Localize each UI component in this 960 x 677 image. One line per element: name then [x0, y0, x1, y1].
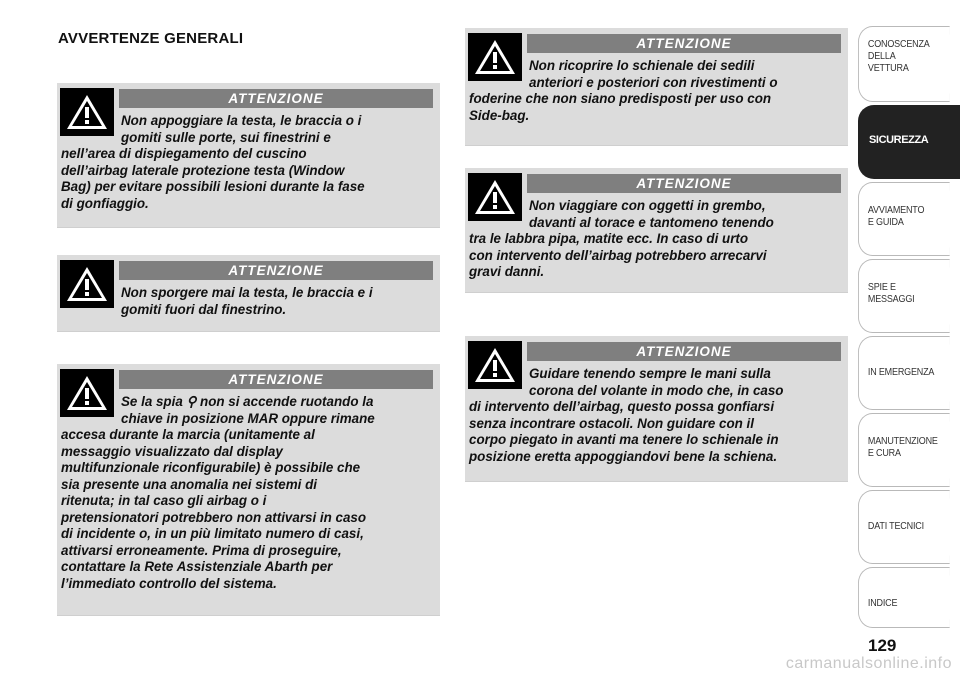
warning-text — [61, 113, 434, 212]
nav-tab-label: INDICE — [867, 598, 898, 609]
nav-tab-conoscenza-vettura[interactable] — [858, 26, 950, 102]
nav-tab-manutenzione-cura[interactable] — [858, 413, 950, 487]
nav-tab-label: E GUIDA — [867, 217, 904, 228]
warning-text — [469, 58, 842, 124]
warning-text-line: anteriori e posteriori con rivestimenti o — [529, 74, 778, 90]
nav-tab-dati-tecnici[interactable] — [858, 490, 950, 564]
page-number: 129 — [868, 636, 897, 655]
nav-tab-label: IN EMERGENZA — [867, 367, 935, 378]
warning-text-line: davanti al torace e tantomeno tenendo — [529, 214, 774, 230]
nav-tab-spie-messaggi[interactable] — [858, 259, 950, 333]
nav-tab-label: MANUTENZIONE — [867, 436, 938, 447]
warning-text-line: tra le labbra pipa, matite ecc. In caso di urto — [469, 231, 749, 246]
warning-text-line: Guidare tenendo sempre le mani sulla — [529, 366, 771, 381]
warning-text-line: nell’area di dispiegamento del cuscino — [61, 146, 307, 161]
section-heading: AVVERTENZE GENERALI — [58, 30, 244, 47]
warning-text-line: Non ricoprire lo schienale dei sedili — [529, 58, 755, 73]
warning-text-line: Non appoggiare la testa, le braccia o i — [121, 113, 362, 128]
warning-text-line: gomiti fuori dal finestrino. — [121, 301, 287, 317]
warning-text-line: chiave in posizione MAR oppure rimane — [121, 410, 375, 426]
warning-text — [469, 366, 842, 465]
warning-text-line: ritenuta; in tal caso gli airbag o i — [61, 493, 267, 508]
nav-tab-label: VETTURA — [867, 63, 909, 74]
nav-tab-sicurezza[interactable] — [858, 105, 960, 179]
warning-text-line: dell’airbag laterale protezione testa (Window — [61, 162, 345, 178]
warning-text-line: contattare la Rete Assistenziale Abarth per — [61, 559, 333, 574]
warning-text-line: posizione eretta appoggiandovi bene la schiena. — [469, 448, 778, 464]
nav-tab-label: E CURA — [867, 448, 901, 459]
warning-bar: ATTENZIONE — [527, 174, 841, 193]
warning-text-line: l’immediato controllo del sistema. — [61, 575, 277, 591]
warning-text — [61, 285, 434, 318]
warning-text — [61, 394, 434, 592]
watermark: carmanualsonline.info — [785, 655, 952, 672]
warning-text-line: Se la spia ⚲ non si accende ruotando la — [121, 394, 374, 409]
warning-text-line: corona del volante in modo che, in caso — [529, 382, 784, 398]
warning-text-line: Non viaggiare con oggetti in grembo, — [529, 198, 766, 213]
nav-tab-avviamento-guida[interactable] — [858, 182, 950, 256]
warning-text-line: messaggio visualizzato dal display — [61, 443, 283, 459]
warning-text-line: di intervento dell’airbag, questo possa gonfiarsi — [469, 399, 775, 414]
chapter-nav — [858, 26, 960, 628]
nav-tab-label: DATI TECNICI — [867, 521, 924, 532]
warning-bar: ATTENZIONE — [527, 34, 841, 53]
warning-bar: ATTENZIONE — [119, 370, 433, 389]
nav-tab-in-emergenza[interactable] — [858, 336, 950, 410]
warning-text-line: di gonfiaggio. — [61, 195, 149, 211]
warning-text-line: accesa durante la marcia (unitamente al — [61, 427, 315, 442]
warning-text-line: corpo piegato in avanti ma tenere lo schienale in — [469, 432, 779, 447]
warning-box-5 — [465, 168, 848, 293]
nav-tab-label: CONOSCENZA — [867, 39, 930, 50]
warning-text-line: sia presente una anomalia nei sistemi di — [61, 476, 318, 492]
nav-tab-label: MESSAGGI — [867, 294, 915, 305]
nav-tab-label: DELLA — [867, 51, 896, 62]
warning-bar: ATTENZIONE — [119, 261, 433, 280]
warning-text-line: Bag) per evitare possibili lesioni durante la fase — [61, 179, 365, 194]
warning-box-2 — [57, 255, 440, 332]
warning-text-line: Non sporgere mai la testa, le braccia e i — [121, 285, 373, 300]
warning-text-line: gomiti sulle porte, sui finestrini e — [121, 129, 331, 145]
warning-text-line: attivarsi erroneamente. Prima di proseguire, — [61, 542, 342, 558]
warning-text-line: multifunzionale riconfigurabile) è possibile che — [61, 460, 361, 475]
warning-text — [469, 198, 842, 281]
warning-text-line: senza incontrare ostacoli. Non guidare con il — [469, 415, 754, 431]
warning-text-line: Side-bag. — [469, 107, 530, 123]
warning-bar: ATTENZIONE — [527, 342, 841, 361]
warning-text-line: pretensionatori potrebbero non attivarsi in caso — [61, 509, 367, 525]
warning-box-4 — [465, 28, 848, 146]
warning-box-1 — [57, 83, 440, 228]
nav-tab-label: SPIE E — [867, 282, 896, 293]
warning-text-line: di incidente o, in un più limitato numero di casi, — [61, 526, 364, 541]
nav-tab-indice[interactable] — [858, 567, 950, 628]
warning-bar: ATTENZIONE — [119, 89, 433, 108]
warning-text-line: con intervento dell’airbag potrebbero arrecarvi — [469, 247, 767, 263]
nav-tab-label: AVVIAMENTO — [867, 205, 925, 216]
warning-text-line: foderine che non siano predisposti per uso con — [469, 91, 772, 106]
nav-tab-label: SICUREZZA — [869, 134, 929, 146]
warning-box-6 — [465, 336, 848, 482]
warning-box-3 — [57, 364, 440, 616]
warning-text-line: gravi danni. — [469, 264, 545, 279]
